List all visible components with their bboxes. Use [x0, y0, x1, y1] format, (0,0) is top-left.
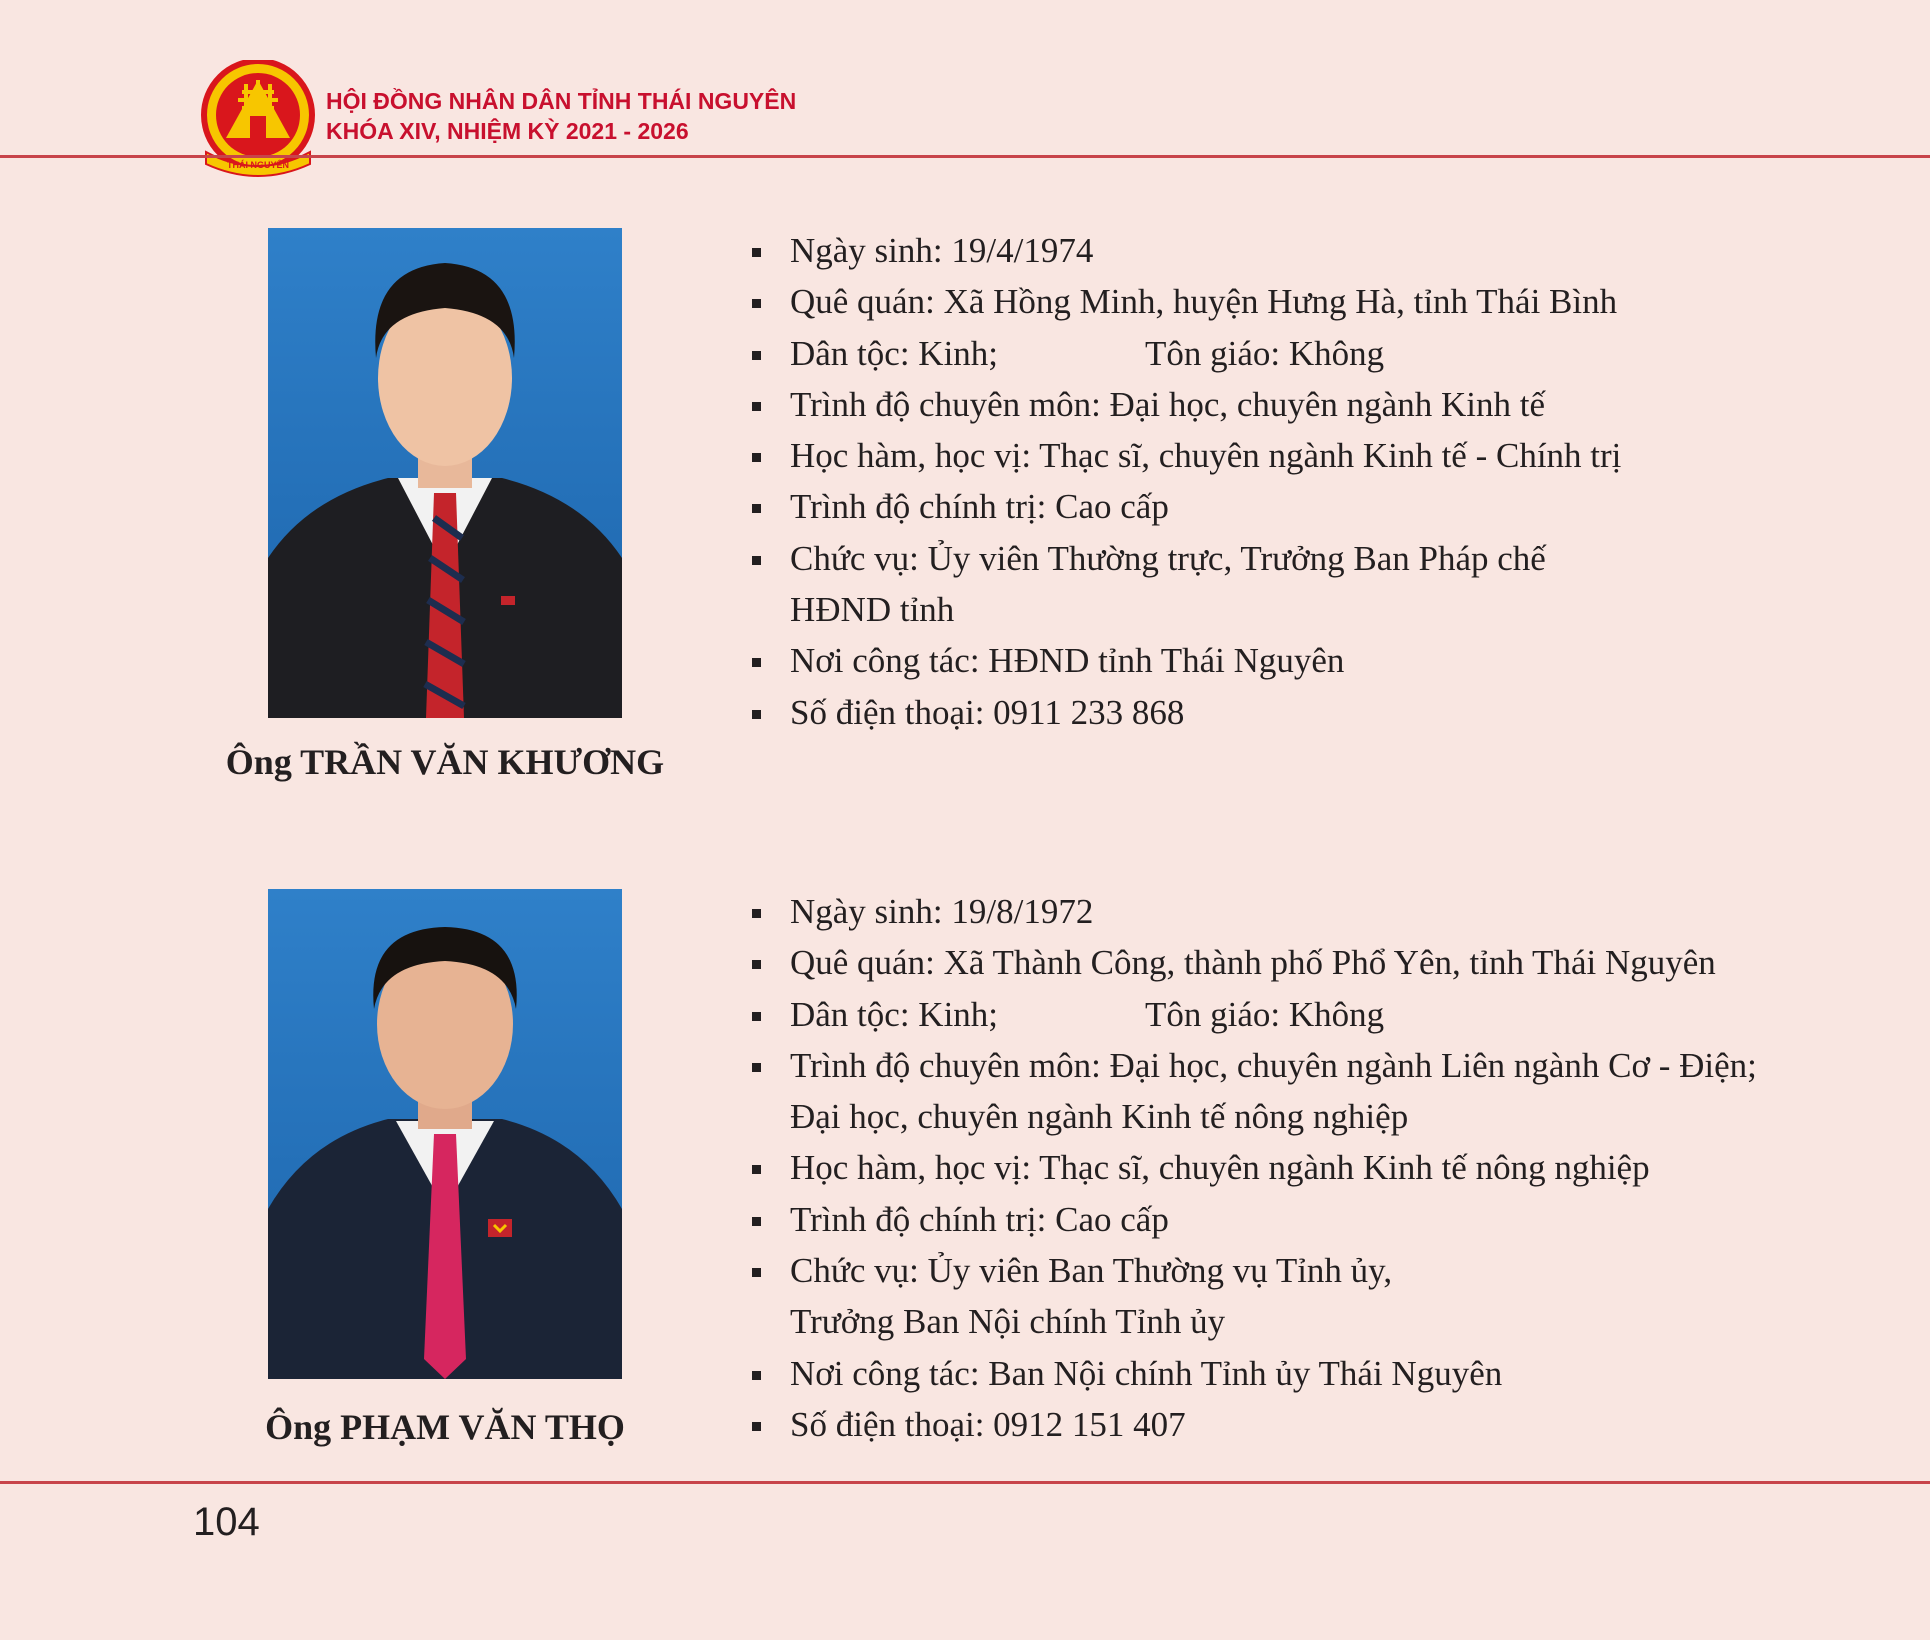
academic-degree: Học hàm, học vị: Thạc sĩ, chuyên ngành Kinh tế - Chính trị	[748, 430, 1621, 481]
professional-level-line-1: Trình độ chuyên môn: Đại học, chuyên ngành Liên ngành Cơ - Điện;	[790, 1045, 1757, 1085]
person-info-list-1	[748, 225, 1621, 738]
person-name-1: Ông TRẦN VĂN KHƯƠNG	[225, 742, 665, 782]
portrait-2-image	[268, 889, 622, 1379]
header-line-1: HỘI ĐỒNG NHÂN DÂN TỈNH THÁI NGUYÊN	[326, 88, 797, 114]
ethnicity: Dân tộc: Kinh;	[790, 333, 999, 373]
professional-level	[748, 1040, 1757, 1143]
portrait-photo-2	[268, 889, 622, 1379]
council-emblem-logo	[198, 60, 318, 178]
political-level: Trình độ chính trị: Cao cấp	[748, 1194, 1757, 1245]
header-divider	[0, 155, 1930, 158]
religion: Tôn giáo: Không	[1145, 994, 1385, 1034]
position-line-2: HĐND tỉnh	[790, 590, 955, 630]
hometown: Quê quán: Xã Thành Công, thành phố Phổ Yên, tỉnh Thái Nguyên	[748, 937, 1757, 988]
religion: Tôn giáo: Không	[1145, 333, 1385, 373]
ethnicity-religion	[748, 328, 1621, 379]
phone-number: Số điện thoại: 0912 151 407	[748, 1399, 1757, 1450]
position-line-1: Chức vụ: Ủy viên Ban Thường vụ Tỉnh ủy,	[790, 1251, 1393, 1291]
phone-number: Số điện thoại: 0911 233 868	[748, 687, 1621, 738]
page-number: 104	[193, 1500, 260, 1544]
hometown: Quê quán: Xã Hồng Minh, huyện Hưng Hà, tỉnh Thái Bình	[748, 276, 1621, 327]
portrait-1-image	[268, 228, 622, 718]
position	[748, 533, 1621, 636]
professional-level: Trình độ chuyên môn: Đại học, chuyên ngành Kinh tế	[748, 379, 1621, 430]
ethnicity: Dân tộc: Kinh;	[790, 994, 999, 1034]
workplace: Nơi công tác: Ban Nội chính Tỉnh ủy Thái Nguyên	[748, 1348, 1757, 1399]
ethnicity-religion	[748, 989, 1757, 1040]
person-info-list-2	[748, 886, 1757, 1450]
birth-date: Ngày sinh: 19/8/1972	[748, 886, 1757, 937]
logo-text: THÁI NGUYÊN	[226, 160, 290, 170]
portrait-photo-1	[268, 228, 622, 718]
position	[748, 1245, 1757, 1348]
professional-level-line-2: Đại học, chuyên ngành Kinh tế nông nghiệp	[790, 1097, 1409, 1137]
header-line-2: KHÓA XIV, NHIỆM KỲ 2021 - 2026	[326, 118, 689, 144]
workplace: Nơi công tác: HĐND tỉnh Thái Nguyên	[748, 635, 1621, 686]
birth-date: Ngày sinh: 19/4/1974	[748, 225, 1621, 276]
person-name-2: Ông PHẠM VĂN THỌ	[265, 1407, 625, 1447]
political-level: Trình độ chính trị: Cao cấp	[748, 481, 1621, 532]
position-line-1: Chức vụ: Ủy viên Thường trực, Trưởng Ban Pháp chế	[790, 538, 1546, 578]
position-line-2: Trưởng Ban Nội chính Tỉnh ủy	[790, 1302, 1226, 1342]
header-title	[326, 86, 796, 146]
academic-degree: Học hàm, học vị: Thạc sĩ, chuyên ngành Kinh tế nông nghiệp	[748, 1142, 1757, 1193]
footer-divider	[0, 1481, 1930, 1484]
page-header	[0, 0, 1930, 180]
